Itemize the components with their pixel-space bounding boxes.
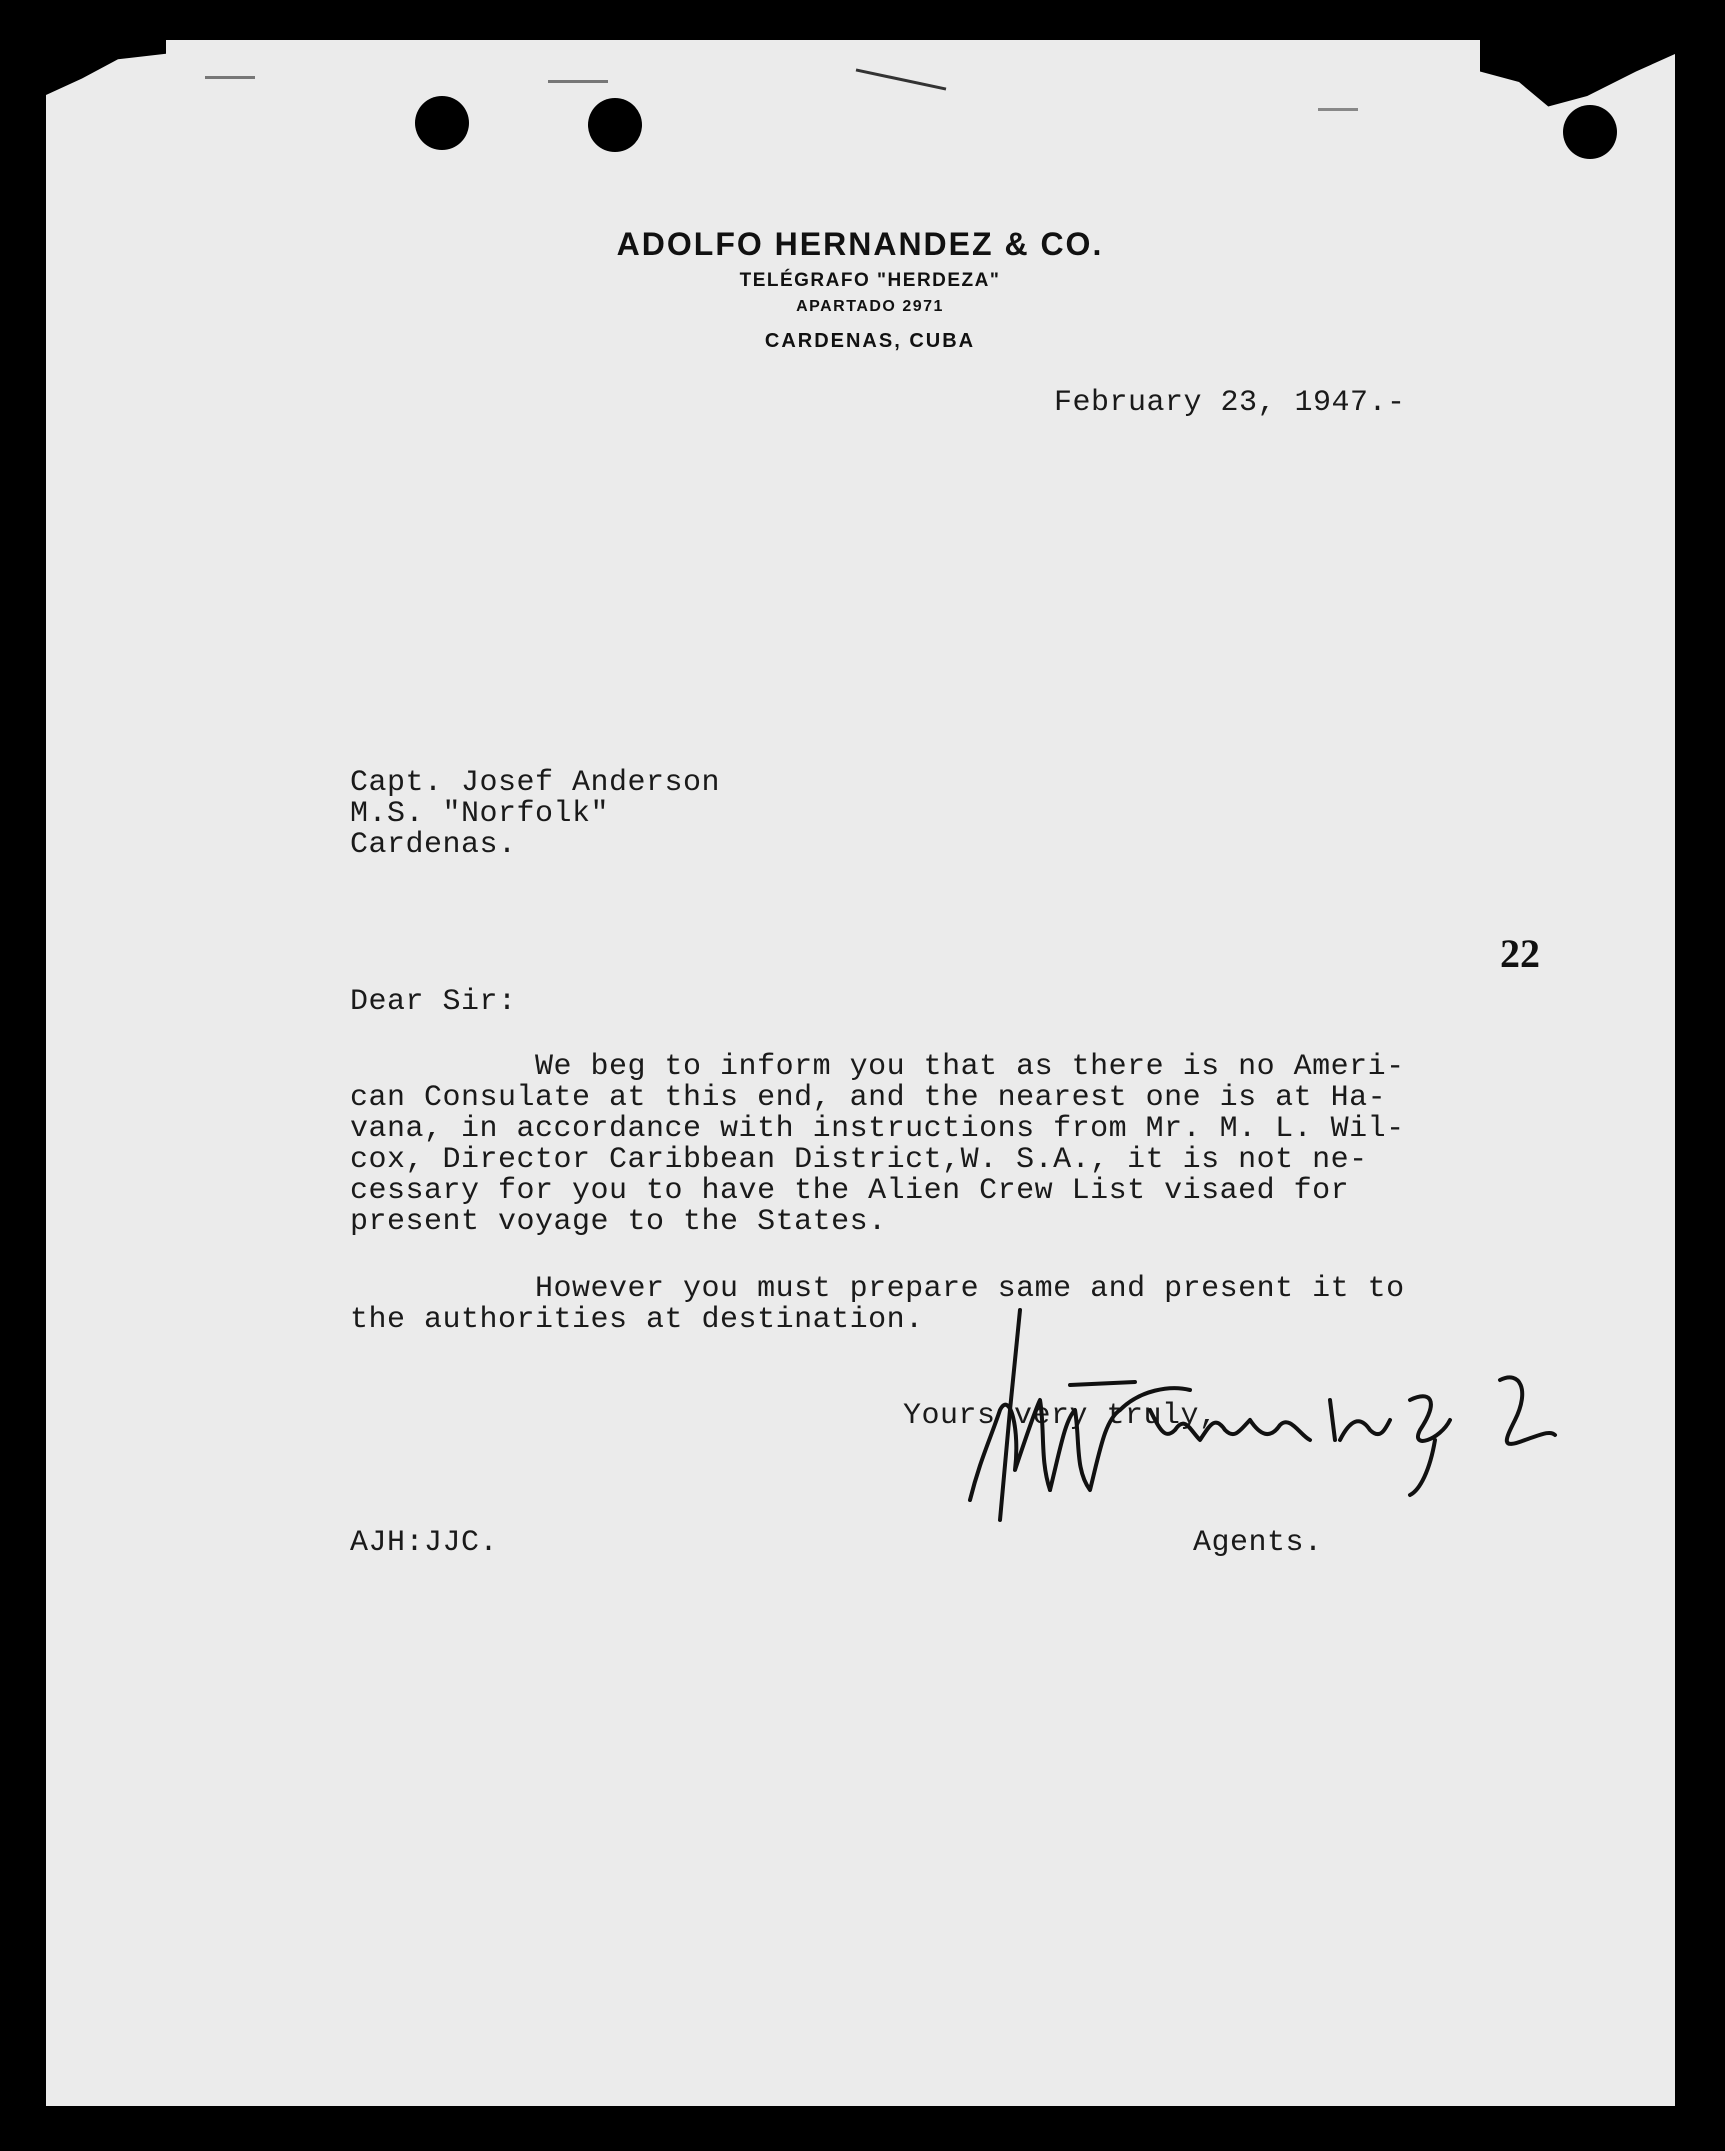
po-box: APARTADO 2971 <box>796 298 944 315</box>
smudge-mark <box>548 80 608 83</box>
handwritten-signature <box>940 1290 1590 1530</box>
closing: Yours very truly, <box>903 1399 1218 1433</box>
body-line: cox, Director Caribbean District,W. S.A., it is not ne- <box>350 1143 1368 1177</box>
punch-hole <box>415 96 469 150</box>
reference-initials: AJH:JJC. <box>350 1526 499 1560</box>
recipient-address <box>350 768 720 861</box>
recipient-line: Cardenas. <box>350 828 517 862</box>
company-city: CARDENAS, CUBA <box>764 330 976 352</box>
smudge-mark <box>1318 108 1358 111</box>
page-number: 22 <box>1500 931 1540 976</box>
body-line: However you must prepare same and present it to <box>350 1272 1405 1306</box>
body-line: the authorities at destination. <box>350 1303 924 1337</box>
telegraph-address: TELÉGRAFO "HERDEZA" <box>739 270 1001 291</box>
signer-title: Agents. <box>1193 1526 1323 1560</box>
body-line: cessary for you to have the Alien Crew List visaed for <box>350 1174 1350 1208</box>
punch-hole <box>588 98 642 152</box>
letter-date: February 23, 1947.- <box>1054 386 1406 420</box>
body-line: present voyage to the States. <box>350 1205 887 1239</box>
recipient-line: Capt. Josef Anderson <box>350 766 721 800</box>
smudge-mark <box>205 76 255 79</box>
body-line: vana, in accordance with instructions from Mr. M. L. Wil- <box>350 1112 1405 1146</box>
punch-hole <box>1563 105 1617 159</box>
recipient-line: M.S. "Norfolk" <box>350 797 610 831</box>
company-name: ADOLFO HERNANDEZ & CO. <box>616 226 1104 262</box>
body-line: can Consulate at this end, and the nearest one is at Ha- <box>350 1081 1387 1115</box>
salutation: Dear Sir: <box>350 985 517 1019</box>
body-paragraph-1 <box>350 1052 1405 1238</box>
body-line: We beg to inform you that as there is no Ameri- <box>350 1050 1405 1084</box>
